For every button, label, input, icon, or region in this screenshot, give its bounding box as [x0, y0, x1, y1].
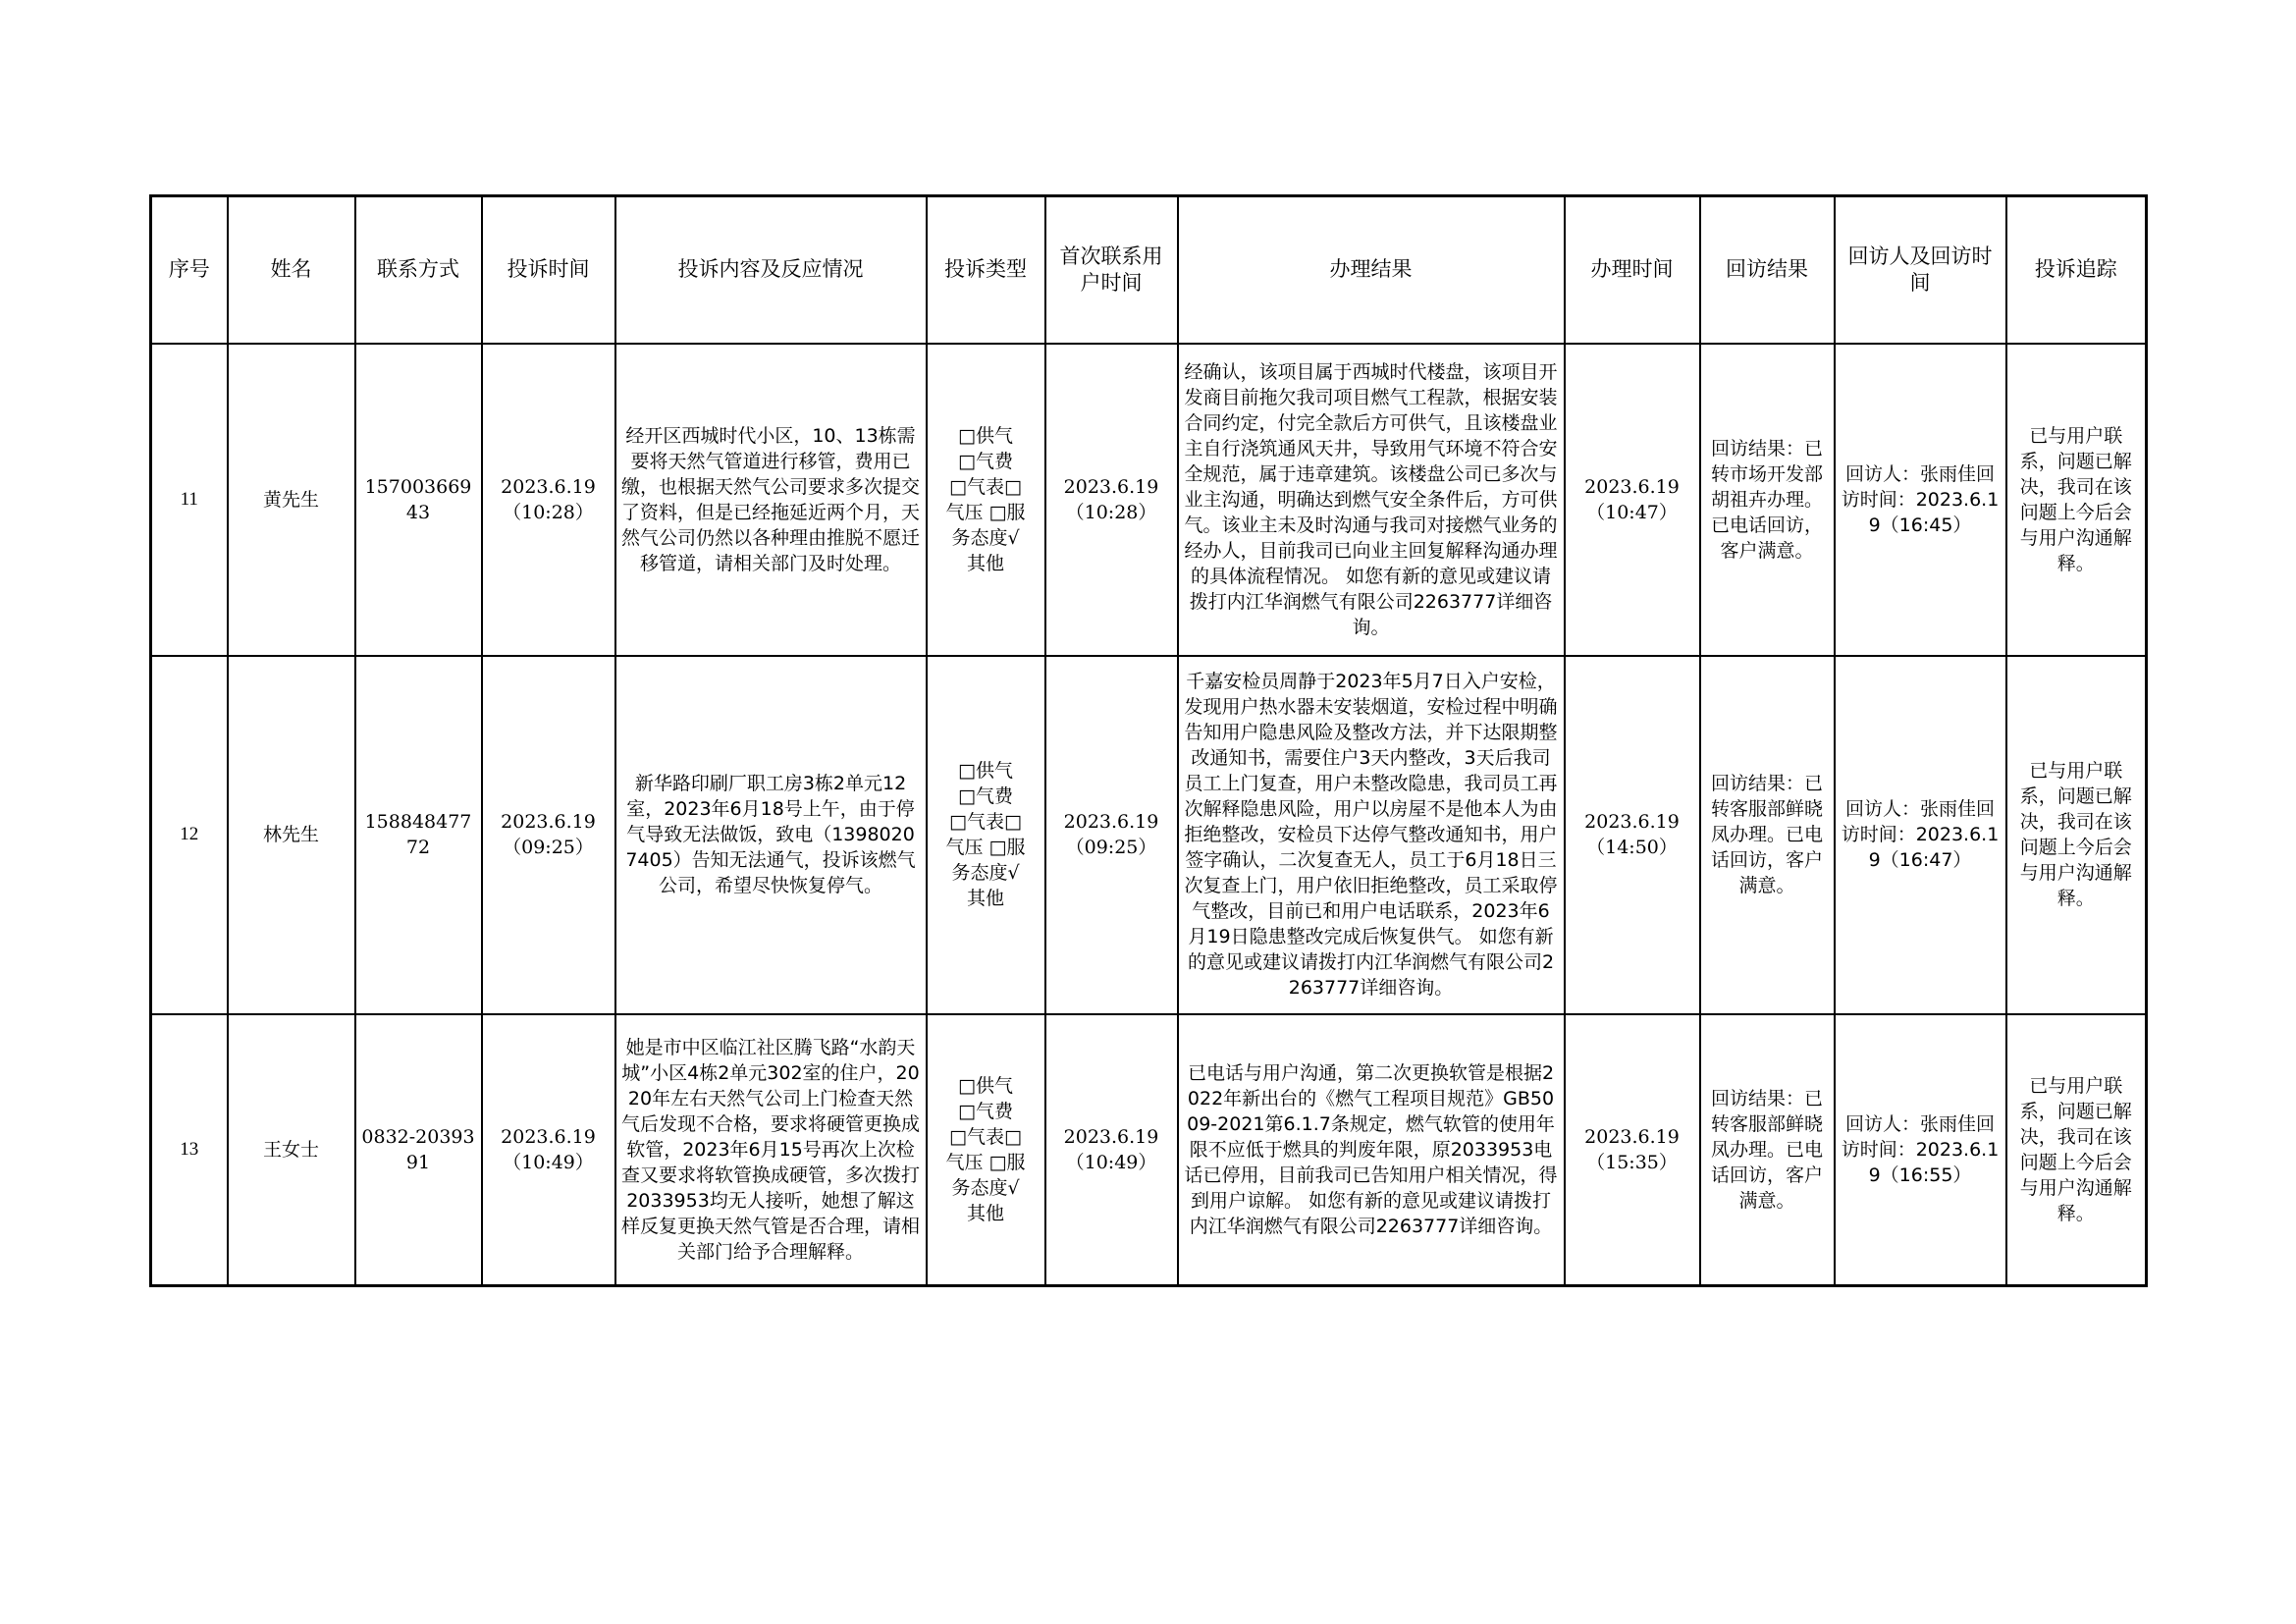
- cell-complaint-time: 2023.6.19（10:28）: [482, 344, 615, 656]
- header-content: 投诉内容及反应情况: [615, 196, 927, 344]
- header-complaint-time: 投诉时间: [482, 196, 615, 344]
- cell-result: 已电话与用户沟通，第二次更换软管是根据2022年新出台的《燃气工程项目规范》GB5009-2021第6.1.7条规定，燃气软管的使用年限不应低于燃具的判废年限，原2033953电话已停用，目前我司已告知用户相关情况，得到用户谅解。 如您有新的意见或建议请拨打内江华润燃气有限公司2263777详细咨询。: [1178, 1014, 1565, 1286]
- type-line: □气表□: [949, 1125, 1022, 1148]
- cell-name: 林先生: [228, 656, 355, 1014]
- cell-result: 千嘉安检员周静于2023年5月7日入户安检，发现用户热水器未安装烟道，安检过程中明确告知用户隐患风险及整改方法，并下达限期整改通知书，需要住户3天内整改，3天后我司员工上门复查，用户未整改隐患，我司员工再次解释隐患风险，用户以房屋不是他本人为由拒绝整改，安检员下达停气整改通知书，用户签字确认，二次复查无人，员工于6月18日三次复查上门，用户依旧拒绝整改，员工采取停气整改，目前已和用户电话联系，2023年6月19日隐患整改完成后恢复供气。 如您有新的意见或建议请拨打内江华润燃气有限公司2263777详细咨询。: [1178, 656, 1565, 1014]
- cell-contact: 15884847772: [355, 656, 482, 1014]
- cell-seq: 13: [151, 1014, 228, 1286]
- type-line: □气费: [958, 450, 1013, 472]
- type-line: □气表□: [949, 475, 1022, 498]
- cell-first-contact: 2023.6.19（10:49）: [1045, 1014, 1178, 1286]
- cell-type: [927, 344, 1045, 656]
- header-handle-time: 办理时间: [1565, 196, 1700, 344]
- cell-type: [927, 1014, 1045, 1286]
- type-line: □供气: [958, 760, 1013, 782]
- cell-visitor: 回访人：张雨佳回访时间：2023.6.19（16:55）: [1835, 1014, 2006, 1286]
- cell-handle-time: 2023.6.19（14:50）: [1565, 656, 1700, 1014]
- header-type: 投诉类型: [927, 196, 1045, 344]
- header-visit-result: 回访结果: [1700, 196, 1835, 344]
- cell-tracking: 已与用户联系，问题已解决，我司在该问题上今后会与用户沟通解释。: [2006, 1014, 2147, 1286]
- cell-content: 她是市中区临江社区腾飞路“水韵天城”小区4栋2单元302室的住户，2020年左右天然气公司上门检查天然气后发现不合格，要求将硬管更换成软管，2023年6月15号再次上次检查又要求将软管换成硬管，多次拨打2033953均无人接听，她想了解这样反复更换天然气管是否合理，请相关部门给予合理解释。: [615, 1014, 927, 1286]
- table-row: [151, 656, 2147, 1014]
- cell-visit-result: 回访结果：已转客服部鲜晓凤办理。已电话回访，客户满意。: [1700, 656, 1835, 1014]
- header-visitor: 回访人及回访时间: [1835, 196, 2006, 344]
- cell-name: 王女士: [228, 1014, 355, 1286]
- cell-handle-time: 2023.6.19（10:47）: [1565, 344, 1700, 656]
- cell-tracking: 已与用户联系，问题已解决，我司在该问题上今后会与用户沟通解释。: [2006, 656, 2147, 1014]
- type-line: 其他: [966, 1202, 1004, 1224]
- table-row: [151, 1014, 2147, 1286]
- header-row: [151, 196, 2147, 344]
- type-line: □气表□: [949, 811, 1022, 833]
- cell-tracking: 已与用户联系，问题已解决，我司在该问题上今后会与用户沟通解释。: [2006, 344, 2147, 656]
- cell-seq: 12: [151, 656, 228, 1014]
- cell-content: 新华路印刷厂职工房3栋2单元12室，2023年6月18号上午，由于停气导致无法做饭，致电（13980207405）告知无法通气，投诉该燃气公司，希望尽快恢复停气。: [615, 656, 927, 1014]
- header-seq: 序号: [151, 196, 228, 344]
- type-line: 气压 □服: [945, 501, 1026, 523]
- type-line: □供气: [958, 1074, 1013, 1097]
- type-line: □供气: [958, 424, 1013, 447]
- type-line: 气压 □服: [945, 1151, 1026, 1173]
- cell-content: 经开区西城时代小区，10、13栋需要将天然气管道进行移管，费用已缴，也根据天然气公司要求多次提交了资料，但是已经拖延近两个月，天然气公司仍然以各种理由推脱不愿迁移管道，请相关部门及时处理。: [615, 344, 927, 656]
- cell-first-contact: 2023.6.19（09:25）: [1045, 656, 1178, 1014]
- type-line: 其他: [966, 552, 1004, 574]
- cell-complaint-time: 2023.6.19（09:25）: [482, 656, 615, 1014]
- table-row: [151, 344, 2147, 656]
- cell-handle-time: 2023.6.19（15:35）: [1565, 1014, 1700, 1286]
- header-result: 办理结果: [1178, 196, 1565, 344]
- type-line: □气费: [958, 1100, 1013, 1122]
- type-line: 气压 □服: [945, 837, 1026, 858]
- cell-name: 黄先生: [228, 344, 355, 656]
- cell-contact: 15700366943: [355, 344, 482, 656]
- complaint-table: [149, 194, 2148, 1287]
- type-line: 其他: [966, 888, 1004, 909]
- header-name: 姓名: [228, 196, 355, 344]
- header-first-contact: 首次联系用户时间: [1045, 196, 1178, 344]
- cell-result: 经确认，该项目属于西城时代楼盘，该项目开发商目前拖欠我司项目燃气工程款，根据安装合同约定，付完全款后方可供气，且该楼盘业主自行浇筑通风天井，导致用气环境不符合安全规范，属于违章建筑。该楼盘公司已多次与业主沟通，明确达到燃气安全条件后，方可供气。该业主未及时沟通与我司对接燃气业务的经办人，目前我司已向业主回复解释沟通办理的具体流程情况。 如您有新的意见或建议请拨打内江华润燃气有限公司2263777详细咨询。: [1178, 344, 1565, 656]
- type-line: 务态度√: [951, 1176, 1020, 1199]
- cell-visit-result: 回访结果：已转市场开发部胡祖卉办理。已电话回访，客户满意。: [1700, 344, 1835, 656]
- cell-visitor: 回访人：张雨佳回访时间：2023.6.19（16:45）: [1835, 344, 2006, 656]
- header-tracking: 投诉追踪: [2006, 196, 2147, 344]
- type-line: 务态度√: [951, 526, 1020, 549]
- cell-first-contact: 2023.6.19（10:28）: [1045, 344, 1178, 656]
- cell-contact: 0832-2039391: [355, 1014, 482, 1286]
- type-line: 务态度√: [951, 862, 1020, 884]
- header-contact: 联系方式: [355, 196, 482, 344]
- cell-visit-result: 回访结果：已转客服部鲜晓凤办理。已电话回访，客户满意。: [1700, 1014, 1835, 1286]
- cell-type: [927, 656, 1045, 1014]
- cell-complaint-time: 2023.6.19（10:49）: [482, 1014, 615, 1286]
- cell-visitor: 回访人：张雨佳回访时间：2023.6.19（16:47）: [1835, 656, 2006, 1014]
- type-line: □气费: [958, 785, 1013, 807]
- cell-seq: 11: [151, 344, 228, 656]
